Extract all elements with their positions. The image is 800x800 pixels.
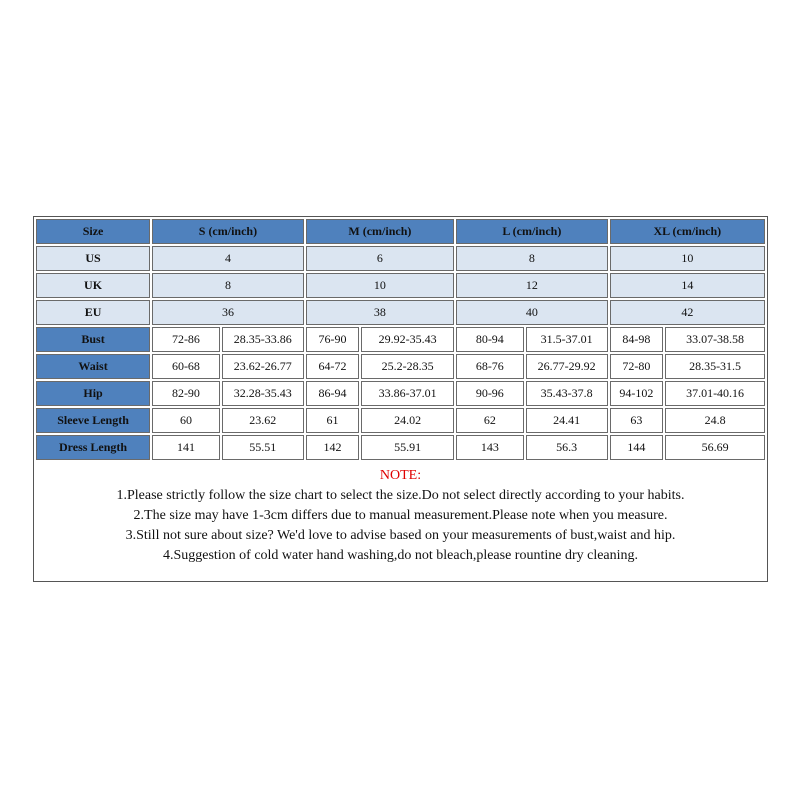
measurement-cm: 80-94 (456, 327, 524, 352)
region-value: 42 (610, 300, 765, 325)
region-value: 8 (152, 273, 304, 298)
region-label: UK (36, 273, 150, 298)
measurement-row-waist (36, 354, 765, 379)
region-value: 6 (306, 246, 454, 271)
region-row-us (36, 246, 765, 271)
measurement-cm: 144 (610, 435, 663, 460)
note-title: NOTE: (379, 468, 422, 483)
measurement-label: Waist (36, 354, 150, 379)
measurement-row-sleeve-length (36, 408, 765, 433)
size-s-header: S (cm/inch) (152, 219, 304, 244)
region-value: 14 (610, 273, 765, 298)
region-row-uk (36, 273, 765, 298)
size-m-header: M (cm/inch) (306, 219, 454, 244)
measurement-inch: 25.2-28.35 (361, 354, 454, 379)
measurement-inch: 32.28-35.43 (222, 381, 304, 406)
measurement-inch: 35.43-37.8 (526, 381, 608, 406)
measurement-cm: 94-102 (610, 381, 663, 406)
note-line: 2.The size may have 1-3cm differs due to manual measurement.Please note when you measure. (133, 508, 668, 523)
measurement-inch: 24.41 (526, 408, 608, 433)
measurement-cm: 76-90 (306, 327, 359, 352)
measurement-cm: 143 (456, 435, 524, 460)
measurement-inch: 56.69 (665, 435, 765, 460)
region-value: 38 (306, 300, 454, 325)
measurement-cm: 63 (610, 408, 663, 433)
measurement-cm: 142 (306, 435, 359, 460)
notes-section (36, 466, 765, 566)
measurement-inch: 24.02 (361, 408, 454, 433)
measurement-cm: 64-72 (306, 354, 359, 379)
note-line: 4.Suggestion of cold water hand washing,do not bleach,please rountine dry cleaning. (162, 548, 639, 563)
measurement-inch: 24.8 (665, 408, 765, 433)
measurement-inch: 56.3 (526, 435, 608, 460)
note-line: 1.Please strictly follow the size chart to select the size.Do not select directly according to your habits. (116, 488, 685, 503)
measurement-inch: 23.62-26.77 (222, 354, 304, 379)
measurement-inch: 28.35-33.86 (222, 327, 304, 352)
measurement-row-bust (36, 327, 765, 352)
measurement-cm: 60 (152, 408, 220, 433)
region-value: 40 (456, 300, 608, 325)
measurement-row-hip (36, 381, 765, 406)
measurement-inch: 26.77-29.92 (526, 354, 608, 379)
region-value: 10 (306, 273, 454, 298)
measurement-cm: 60-68 (152, 354, 220, 379)
note-line: 3.Still not sure about size? We'd love to advise based on your measurements of bust,waist and hip. (125, 528, 676, 543)
measurement-cm: 86-94 (306, 381, 359, 406)
measurement-label: Bust (36, 327, 150, 352)
measurement-inch: 55.51 (222, 435, 304, 460)
region-value: 10 (610, 246, 765, 271)
region-label: EU (36, 300, 150, 325)
measurement-cm: 90-96 (456, 381, 524, 406)
measurement-cm: 61 (306, 408, 359, 433)
measurement-inch: 37.01-40.16 (665, 381, 765, 406)
region-value: 12 (456, 273, 608, 298)
region-value: 36 (152, 300, 304, 325)
measurement-cm: 68-76 (456, 354, 524, 379)
measurement-cm: 82-90 (152, 381, 220, 406)
region-row-eu (36, 300, 765, 325)
measurement-inch: 33.07-38.58 (665, 327, 765, 352)
measurement-inch: 31.5-37.01 (526, 327, 608, 352)
measurement-cm: 72-80 (610, 354, 663, 379)
measurement-inch: 29.92-35.43 (361, 327, 454, 352)
header-row (36, 219, 765, 244)
region-value: 4 (152, 246, 304, 271)
measurement-inch: 28.35-31.5 (665, 354, 765, 379)
measurement-cm: 72-86 (152, 327, 220, 352)
measurement-inch: 55.91 (361, 435, 454, 460)
measurement-cm: 84-98 (610, 327, 663, 352)
measurement-row-dress-length (36, 435, 765, 460)
size-chart (33, 216, 768, 582)
region-label: US (36, 246, 150, 271)
measurement-label: Hip (36, 381, 150, 406)
size-table (34, 217, 767, 462)
measurement-inch: 33.86-37.01 (361, 381, 454, 406)
region-value: 8 (456, 246, 608, 271)
measurement-label: Dress Length (36, 435, 150, 460)
size-xl-header: XL (cm/inch) (610, 219, 765, 244)
measurement-cm: 141 (152, 435, 220, 460)
measurement-label: Sleeve Length (36, 408, 150, 433)
measurement-cm: 62 (456, 408, 524, 433)
size-header: Size (36, 219, 150, 244)
measurement-inch: 23.62 (222, 408, 304, 433)
size-l-header: L (cm/inch) (456, 219, 608, 244)
